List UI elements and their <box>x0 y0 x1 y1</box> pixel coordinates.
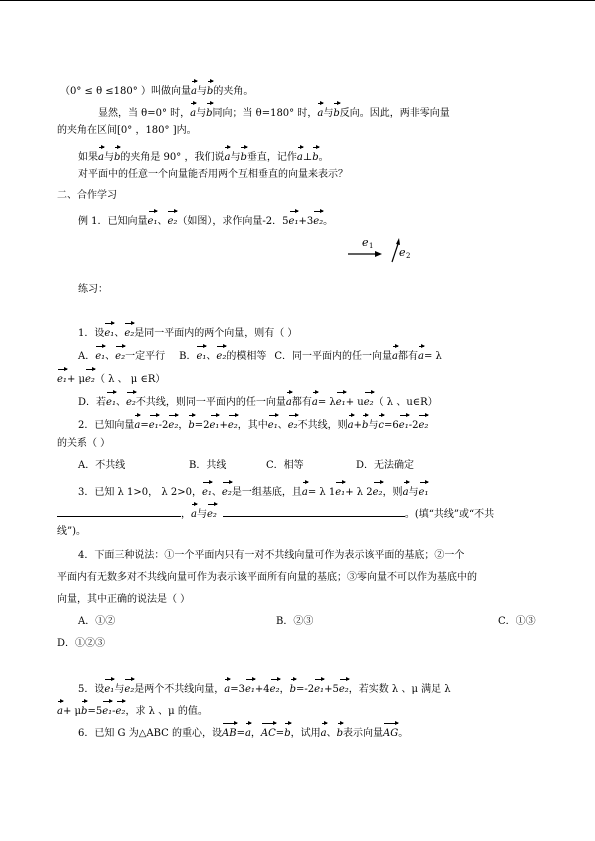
svg-text:2: 2 <box>406 252 411 260</box>
q4-option-a: A．①② <box>78 616 116 627</box>
q2-option-a: A．不共线 <box>78 460 126 471</box>
q3-blank-2[interactable] <box>223 505 405 517</box>
q1-option-d: D．若e₁、e₂不共线，则同一平面内的任一向量a都有a= λe₁+ ue₂（ λ 、u∈R） <box>78 391 438 410</box>
vector-a: a <box>191 80 197 99</box>
section-heading: 二、合作学习 <box>57 190 117 201</box>
vector-figure <box>340 232 440 266</box>
top-rule <box>0 0 595 1</box>
e1-arrowhead <box>375 251 382 257</box>
perpendicular-definition-line: 如果a与b的夹角是 90° ，我们说a与b垂直，记作a⊥b。 <box>78 146 329 165</box>
q3-blank-1[interactable] <box>57 505 181 517</box>
q2-stem: 2．已知向量a=e₁-2e₂，b=2e₁+e₂，其中e₁、e₂不共线，则a+b与c=6e₁-2e₂ <box>78 414 428 433</box>
vector-b: b <box>207 80 213 99</box>
svg-text:1: 1 <box>369 242 374 250</box>
angle-range-line-1: 显然，当 θ=0° 时，a与b同向；当 θ=180° 时，a与b反向。因此，两非零向量 <box>98 102 450 121</box>
q4-option-c: C．①③ <box>498 616 536 627</box>
q3-blanks: ，a与e₂ 。(填“共线”或“不共 <box>57 503 494 522</box>
figure-label-e2: e <box>399 246 406 259</box>
q3-stem-end: 线”)。 <box>57 526 87 537</box>
q4-option-d: D．①②③ <box>57 638 106 649</box>
practice-heading: 练习： <box>78 284 108 295</box>
q5-stem-cont: a+ μb=5e₁-e₂，求 λ 、μ 的值。 <box>57 700 208 719</box>
q1-options-abc: A．e₁、e₂一定平行 B．e₁、e₂的模相等 C．同一平面内的任一向量a都有a= λ <box>78 345 442 364</box>
q3-stem: 3．已知 λ 1>0， λ 2>0，e₁、e₂是一组基底，且a= λ 1e₁+ λ 2e₂，则a与e₁ <box>78 481 428 500</box>
angle-range-line-2: 的夹角在区间[0° ，180° ]内。 <box>57 125 197 136</box>
q1-option-c-cont: e₁+ μe₂（ λ 、 μ ∈R） <box>57 368 165 387</box>
example-1: 例 1．已知向量e₁、e₂（如图），求作向量-2．5e₁+3e₂。 <box>78 210 333 229</box>
q2-option-c: C．相等 <box>266 460 304 471</box>
q4-line-3: 向量，其中正确的说法是（ ） <box>57 594 191 605</box>
q6-stem: 6．已知 G 为△ABC 的重心，设AB=a，AC=b，试用a、b表示向量AG。 <box>78 722 408 741</box>
angle-definition-line: （0° ≤ θ ≤180° ）叫做向量a与b的夹角。 <box>60 80 253 99</box>
q2-stem-cont: 的关系（ ） <box>57 438 111 449</box>
e2-arrow-shaft <box>392 244 398 262</box>
q1-stem: 1．设e₁、e₂是同一平面内的两个向量，则有（ ） <box>78 322 297 341</box>
q4-line-2: 平面内有无数多对不共线向量可作为表示该平面所有向量的基底；③零向量不可以作为基底中的 <box>57 572 477 583</box>
figure-label-e1: e <box>362 236 369 249</box>
q5-stem: 5．设e₁与e₂是两个不共线向量，a=3e₁+4e₂，b=-2e₁+5e₂，若实数 λ 、μ 满足 λ <box>78 678 451 697</box>
q2-option-d: D．无法确定 <box>356 460 415 471</box>
q4-option-b: B．②③ <box>276 616 314 627</box>
e2-arrowhead <box>396 238 400 245</box>
q2-option-b: B．共线 <box>189 460 227 471</box>
question-line: 对平面中的任意一个向量能否用两个互相垂直的向量来表示？ <box>78 169 348 180</box>
q4-line-1: 4．下面三种说法：①一个平面内只有一对不共线向量可作为表示该平面的基底；②一个 <box>78 550 465 561</box>
